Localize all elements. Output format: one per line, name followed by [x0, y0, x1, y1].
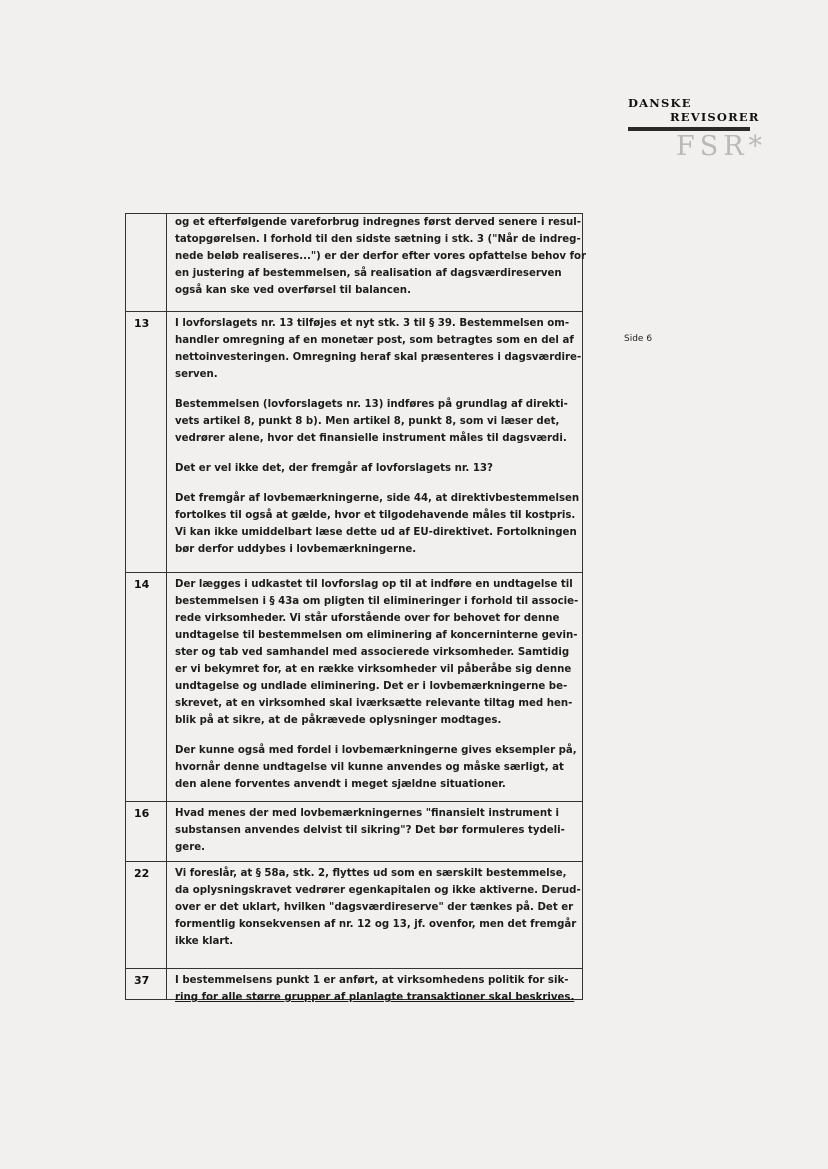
- comment-table: [125, 213, 587, 1003]
- comment-cell: [175, 865, 581, 950]
- text-line: rede virksomheder. Vi står uforstående over for behovet for denne: [175, 613, 560, 624]
- row-number: 16: [134, 807, 150, 820]
- text-line: hvornår denne undtagelse vil kunne anvendes og måske særligt, at: [175, 762, 564, 773]
- comment-cell: [175, 972, 577, 1006]
- logo-line-danske: DANSKE: [628, 96, 692, 110]
- row-number: 37: [134, 974, 150, 987]
- text-line: ster og tab ved samhandel med associerede virksomheder. Samtidig: [175, 647, 570, 658]
- text-line: og et efterfølgende vareforbrug indregnes først derved senere i resul-: [175, 217, 581, 228]
- text-line: nede beløb realiseres...") er der derfor efter vores opfattelse behov for: [175, 251, 587, 262]
- text-line: nettoinvesteringen. Omregning heraf skal præsenteres i dagsværdire-: [175, 352, 582, 363]
- text-line: vets artikel 8, punkt 8 b). Men artikel 8, punkt 8, som vi læser det,: [175, 416, 560, 427]
- text-line: gere.: [175, 842, 206, 853]
- text-line: handler omregning af en monetær post, som betragtes som en del af: [175, 335, 574, 346]
- text-line: tatopgørelsen. I forhold til den sidste sætning i stk. 3 ("Når de indreg-: [175, 234, 581, 245]
- text-line: vedrører alene, hvor det finansielle instrument måles til dagsværdi.: [175, 433, 567, 444]
- text-line: Vi kan ikke umiddelbart læse dette ud af EU-direktivet. Fortolkningen: [175, 527, 577, 538]
- logo-mark: FSR*: [676, 131, 768, 162]
- text-line: serven.: [175, 369, 218, 380]
- text-line: er vi bekymret for, at en række virksomheder vil påberåbe sig denne: [175, 664, 572, 675]
- text-line: bør derfor uddybes i lovbemærkningerne.: [175, 544, 417, 555]
- row-number: 22: [134, 867, 150, 880]
- text-line: undtagelse til bestemmelsen om eliminering af koncerninterne gevin-: [175, 630, 578, 641]
- text-line: en justering af bestemmelsen, så realisation af dagsværdireserven: [175, 268, 562, 279]
- paragraph-gap: [175, 729, 577, 742]
- page-number: Side 6: [624, 334, 653, 344]
- text-line: da oplysningskravet vedrører egenkapitalen og ikke aktiverne. Derud-: [175, 885, 581, 896]
- text-line: over er det uklart, hvilken "dagsværdireserve" der tænkes på. Det er: [175, 902, 574, 913]
- text-line: også kan ske ved overførsel til balancen.: [175, 285, 411, 296]
- text-line: Vi foreslår, at § 58a, stk. 2, flyttes ud som en særskilt bestemmelse,: [175, 868, 567, 879]
- comment-cell: [175, 214, 587, 299]
- column-divider: [166, 214, 167, 999]
- text-line: I lovforslagets nr. 13 tilføjes et nyt stk. 3 til § 39. Bestemmelsen om-: [175, 318, 570, 329]
- paragraph-gap: [175, 383, 577, 396]
- row-divider: [126, 311, 582, 312]
- text-line: skrevet, at en virksomhed skal iværksætte relevante tiltag med hen-: [175, 698, 573, 709]
- row-divider: [126, 801, 582, 802]
- text-line: substansen anvendes delvist til sikring"? Det bør formuleres tydeli-: [175, 825, 565, 836]
- text-line: bestemmelsen i § 43a om pligten til elimineringer i forhold til associe-: [175, 596, 579, 607]
- text-line: Det fremgår af lovbemærkningerne, side 44, at direktivbestemmelsen: [175, 493, 580, 504]
- text-line: I bestemmelsens punkt 1 er anført, at virksomhedens politik for sik-: [175, 975, 569, 986]
- text-line: ring for alle større grupper af planlagte transaktioner skal beskrives.: [175, 992, 575, 1003]
- row-divider: [126, 861, 582, 862]
- text-line: fortolkes til også at gælde, hvor et tilgodehavende måles til kostpris.: [175, 510, 576, 521]
- row-number: 13: [134, 317, 150, 330]
- text-line: blik på at sikre, at de påkrævede oplysninger modtages.: [175, 715, 502, 726]
- text-line: ikke klart.: [175, 936, 234, 947]
- text-line: Der lægges i udkastet til lovforslag op til at indføre en undtagelse til: [175, 579, 573, 590]
- row-divider: [126, 572, 582, 573]
- text-line: formentlig konsekvensen af nr. 12 og 13, jf. ovenfor, men det fremgår: [175, 919, 577, 930]
- text-line: Bestemmelsen (lovforslagets nr. 13) indføres på grundlag af direkti-: [175, 399, 568, 410]
- paragraph-gap: [175, 447, 577, 460]
- row-number: 14: [134, 578, 150, 591]
- text-line: Det er vel ikke det, der fremgår af lovforslagets nr. 13?: [175, 463, 493, 474]
- paragraph-gap: [175, 477, 577, 490]
- text-line: den alene forventes anvendt i meget sjældne situationer.: [175, 779, 506, 790]
- comment-cell: [175, 315, 582, 558]
- comment-cell: [175, 805, 577, 856]
- comment-cell: [175, 576, 577, 793]
- text-line: undtagelse og undlade eliminering. Det er i lovbemærkningerne be-: [175, 681, 568, 692]
- logo-line-revisorer: REVISORER: [670, 110, 760, 124]
- text-line: Der kunne også med fordel i lovbemærkningerne gives eksempler på,: [175, 745, 577, 756]
- row-divider: [126, 968, 582, 969]
- text-line: Hvad menes der med lovbemærkningernes "finansielt instrument i: [175, 808, 559, 819]
